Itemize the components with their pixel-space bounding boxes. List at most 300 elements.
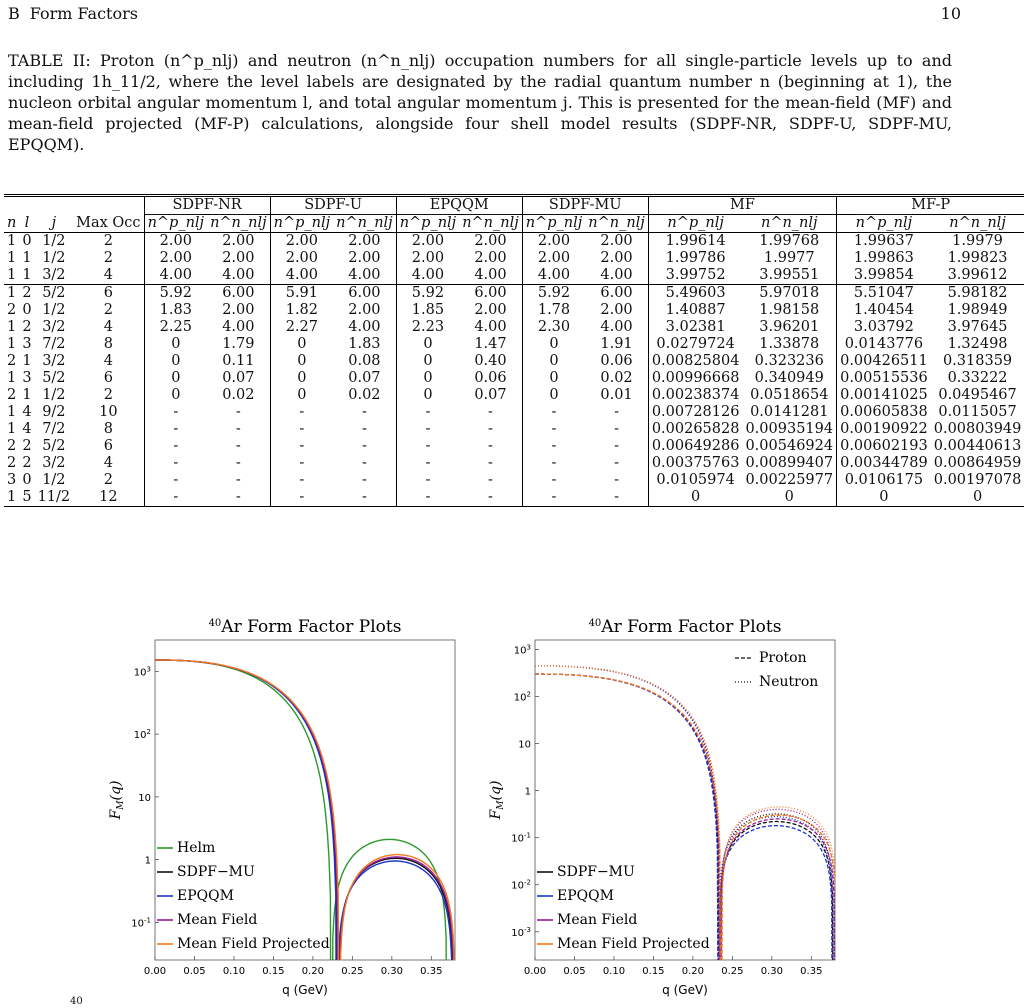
table-cell: - [144, 421, 207, 438]
table-cell: 0 [270, 353, 333, 370]
table-cell: 2.30 [522, 319, 585, 336]
table-cell: - [270, 438, 333, 455]
table-cell: 4.00 [348, 319, 381, 335]
table-cell: 1 [7, 233, 17, 249]
table-cell: 7/2 [42, 421, 66, 437]
table-cell: 1/2 [42, 233, 66, 249]
series-line [155, 660, 332, 1008]
x-tick-label: 0.15 [642, 966, 665, 977]
table-cell: - [614, 489, 619, 505]
table-cell: - [614, 455, 619, 471]
table-cell: 0.0141281 [750, 404, 829, 420]
table-row [4, 404, 1024, 421]
table-cell: 0 [972, 489, 983, 505]
x-axis-label: q (GeV) [282, 983, 328, 997]
table-cell: 0.06 [600, 353, 633, 369]
table-cell: 3/2 [42, 455, 66, 471]
table-cell: 1.99637 [837, 233, 931, 251]
col-proton-occ: n^p_nlj [648, 215, 742, 233]
table-cell: - [614, 404, 619, 420]
y-tick-label: $10^2$ [133, 728, 151, 742]
series-line [337, 861, 452, 1008]
table-cell: 1 [7, 489, 17, 505]
y-tick-label: 10 [518, 739, 531, 751]
x-axis-label: q (GeV) [662, 983, 708, 997]
table-cell: 5/2 [35, 285, 74, 303]
table-cell: - [144, 404, 207, 421]
table-cell: - [235, 472, 241, 488]
page-number: 10 [940, 4, 961, 23]
col-neutron-occ: n^n_nlj [742, 215, 836, 233]
x-tick-label: 0.00 [143, 966, 167, 977]
table-cell: 1.99786 [648, 250, 742, 267]
y-axis-label: $F_M(q)$ [488, 780, 506, 820]
table-cell: 5/2 [42, 438, 66, 454]
table-cell: 0 [396, 353, 459, 370]
table-cell: - [235, 455, 241, 471]
table-cell: 1/2 [42, 302, 66, 318]
table-cell: - [522, 404, 585, 421]
series-line [155, 660, 337, 1008]
x-tick-label: 0.10 [222, 966, 246, 977]
table-cell: 6 [103, 438, 113, 454]
table-row [4, 285, 1024, 303]
table-row [4, 472, 1024, 489]
table-cell: 0.02 [348, 387, 381, 403]
table-cell: 0 [22, 233, 32, 249]
series-line [332, 839, 447, 1008]
plot-title: $^{40}$Ar Form Factor Plots [208, 617, 402, 637]
table-cell: 0.00728126 [648, 404, 742, 421]
table-cell: 4 [103, 267, 113, 283]
table-cell: 0 [396, 336, 459, 353]
x-tick-label: 0.05 [183, 966, 206, 977]
y-axis-label: $F_M(q)$ [108, 780, 126, 820]
table-cell: 0.323236 [754, 353, 824, 369]
table-row [4, 455, 1024, 472]
table-cell: 1.99863 [837, 250, 931, 267]
table-cell: 0.00225977 [745, 472, 834, 488]
table-cell: 2.00 [396, 233, 459, 251]
col-proton-occ: n^p_nlj [270, 215, 333, 233]
table-cell: 4.00 [348, 267, 381, 283]
table-cell: 0.00649286 [648, 438, 742, 455]
table-cell: 0.00190922 [837, 421, 931, 438]
table-cell: 0.00825804 [648, 353, 742, 370]
table-cell: 2.00 [270, 233, 333, 251]
table-cell: 0.02 [222, 387, 255, 403]
table-cell: - [144, 489, 207, 507]
table-cell: 0 [837, 489, 931, 507]
table-cell: 0.0279724 [648, 336, 742, 353]
table-cell: - [396, 472, 459, 489]
table-cell: 0 [522, 353, 585, 370]
table-cell: 0 [522, 387, 585, 404]
table-cell: 3.99612 [947, 267, 1008, 283]
table-cell: 6.00 [207, 285, 270, 303]
table-cell: 3.03792 [837, 319, 931, 336]
table-cell: 2.00 [222, 233, 255, 249]
table-cell: - [270, 455, 333, 472]
group-mf: MF [648, 196, 836, 215]
table-cell: 3/2 [42, 319, 66, 335]
table-cell: 1.99823 [947, 250, 1008, 266]
table-cell: 2 [19, 285, 34, 303]
table-cell: - [488, 489, 493, 505]
table-cell: 6 [73, 285, 144, 303]
table-cell: 2.00 [144, 233, 207, 251]
table-cell: 0.00141025 [837, 387, 931, 404]
table-cell: 2 [7, 455, 17, 471]
table-cell: 2 [103, 387, 113, 403]
table-cell: 0.318359 [942, 353, 1013, 369]
table-cell: 2 [7, 353, 17, 369]
table-cell: 10 [99, 404, 118, 420]
table-cell: - [144, 472, 207, 489]
table-cell: 1 [7, 404, 17, 420]
style-legend-label: Proton [759, 650, 807, 666]
table-cell: 4 [22, 404, 32, 420]
series-line-proton [535, 674, 720, 1008]
table-cell: 0.0105974 [648, 472, 742, 489]
series-line-proton [535, 674, 721, 1008]
table-cell: 2 [103, 302, 113, 318]
table-row [4, 233, 1024, 251]
table-cell: 1 [7, 370, 17, 386]
table-row [4, 438, 1024, 455]
table-cell: 2 [7, 302, 17, 318]
legend-label: Mean Field [557, 912, 638, 928]
table-cell: 5/2 [42, 370, 66, 386]
occupation-table [4, 194, 1024, 507]
table-row [4, 421, 1024, 438]
table-cell: - [522, 438, 585, 455]
table-cell: 1.98158 [759, 302, 820, 318]
table-cell: 5.92 [396, 285, 459, 303]
table-cell: 0.06 [474, 370, 507, 386]
y-tick-label: $10^{-3}$ [511, 925, 531, 939]
table-cell: 4 [103, 319, 113, 335]
table-cell: 0.00375763 [648, 455, 742, 472]
table-cell: 1.78 [522, 302, 585, 319]
table-cell: 2 [22, 319, 32, 335]
table-cell: 0.07 [222, 370, 255, 386]
table-cell: - [361, 421, 367, 437]
table-cell: 2.00 [474, 233, 507, 249]
form-factor-plot-left [100, 612, 470, 1007]
x-tick-label: 0.20 [301, 966, 325, 977]
legend-label: Helm [177, 840, 216, 856]
table-cell: 2.00 [144, 250, 207, 267]
table-cell: 5.97018 [742, 285, 836, 303]
table-cell: 3.99551 [759, 267, 820, 283]
legend-label: SDPF−MU [557, 864, 635, 880]
x-tick-label: 0.10 [602, 966, 626, 977]
table-cell: - [614, 421, 619, 437]
table-cell: 7/2 [42, 336, 66, 352]
table-row [4, 387, 1024, 404]
table-cell: 0.00899407 [745, 455, 834, 471]
legend-label: Mean Field Projected [177, 936, 330, 952]
table-cell: - [488, 438, 493, 454]
table-cell: - [396, 438, 459, 455]
table-cell: 4 [103, 353, 113, 369]
table-cell: - [361, 438, 367, 454]
table-cell: 0.0143776 [837, 336, 931, 353]
col-neutron-occ: n^n_nlj [931, 215, 1024, 233]
table-cell: 0 [784, 489, 794, 505]
legend-label: EPQQM [177, 888, 234, 904]
table-cell: 0 [648, 489, 742, 507]
table-cell: 1.99614 [648, 233, 742, 251]
y-tick-label: $10^3$ [513, 643, 531, 657]
table-cell: 2.00 [522, 250, 585, 267]
table-cell: 0 [396, 387, 459, 404]
x-tick-label: 0.35 [420, 966, 443, 977]
table-cell: 0 [396, 370, 459, 387]
x-tick-label: 0.25 [721, 966, 744, 977]
table-cell: 0 [522, 370, 585, 387]
table-cell: - [522, 489, 585, 507]
table-cell: - [361, 404, 367, 420]
table-cell: 0.33222 [947, 370, 1008, 386]
table-cell: 0.00803949 [933, 421, 1022, 437]
y-tick-label: $10^{-1}$ [131, 916, 151, 930]
table-cell: 2.00 [600, 233, 633, 249]
table-cell: 4.00 [474, 319, 507, 335]
group-sdpf-mu: SDPF-MU [522, 196, 648, 215]
table-row [4, 489, 1024, 507]
table-cell: 0.02 [600, 370, 633, 386]
table-cell: 0.07 [348, 370, 381, 386]
table-cell: 2 [103, 233, 113, 249]
table-cell: 1.99768 [759, 233, 820, 249]
series-line [155, 660, 340, 1008]
table-cell: 4.00 [396, 267, 459, 285]
table-cell: - [361, 489, 367, 505]
series-line-neutron [719, 817, 833, 1008]
series-line-neutron [720, 814, 834, 1008]
table-cell: 4 [22, 421, 32, 437]
series-line-proton [721, 815, 836, 1008]
table-cell: 0 [270, 370, 333, 387]
table-cell: 0.00864959 [933, 455, 1022, 471]
table-cell: 0 [270, 336, 333, 353]
col-proton-occ: n^p_nlj [522, 215, 585, 233]
table-cell: 2.00 [270, 250, 333, 267]
table-cell: 8 [103, 421, 113, 437]
table-cell: 5.92 [144, 285, 207, 303]
table-cell: 2.00 [522, 233, 585, 251]
y-tick-label: $10^2$ [513, 690, 531, 704]
x-tick-label: 0.20 [681, 966, 705, 977]
y-tick-label: $10^{-2}$ [511, 878, 531, 892]
col-neutron-occ: n^n_nlj [585, 215, 648, 233]
table-row [4, 267, 1024, 285]
section-title: Form Factors [29, 4, 138, 23]
col-proton-occ: n^p_nlj [144, 215, 207, 233]
table-cell: 2.00 [222, 302, 255, 318]
legend-label: EPQQM [557, 888, 614, 904]
table-cell: 4.00 [270, 267, 333, 285]
table-cell: 0.00238374 [648, 387, 742, 404]
table-cell: 0.00265828 [648, 421, 742, 438]
style-legend-label: Neutron [759, 674, 819, 690]
table-cell: - [488, 472, 493, 488]
table-caption [8, 50, 952, 155]
table-cell: - [235, 489, 241, 505]
table-cell: 3/2 [42, 267, 66, 283]
table-cell: - [614, 472, 619, 488]
table-cell: 5.91 [270, 285, 333, 303]
table-cell: 5.51047 [837, 285, 931, 303]
table-cell: - [361, 455, 367, 471]
table-cell: 0.00935194 [745, 421, 834, 437]
table-cell: 5 [22, 489, 32, 505]
table-cell: 2.00 [222, 250, 255, 266]
table-cell: 2 [22, 438, 32, 454]
table-cell: 1 [22, 387, 32, 403]
table-cell: 1.82 [270, 302, 333, 319]
table-cell: 1 [7, 267, 17, 283]
table-cell: 1/2 [42, 250, 66, 266]
legend-label: Mean Field Projected [557, 936, 710, 952]
table-cell: 0.11 [222, 353, 255, 369]
y-tick-label: 1 [524, 786, 531, 798]
table-cell: 0 [144, 387, 207, 404]
x-tick-label: 0.05 [563, 966, 586, 977]
table-cell: 1/2 [42, 472, 66, 488]
table-cell: 1/2 [42, 387, 66, 403]
table-cell: - [522, 455, 585, 472]
table-cell: - [270, 489, 333, 507]
table-cell: 8 [103, 336, 113, 352]
table-cell: 2.00 [474, 250, 507, 266]
x-tick-label: 0.35 [800, 966, 823, 977]
table-cell: 3 [22, 336, 32, 352]
table-cell: - [270, 404, 333, 421]
form-factor-plot-right [480, 612, 850, 1007]
table-cell: 0 [522, 336, 585, 353]
series-line-proton [719, 826, 833, 1008]
col-neutron-occ: n^n_nlj [333, 215, 396, 233]
table-cell: 3.99752 [648, 267, 742, 285]
table-cell: 0.00996668 [648, 370, 742, 387]
table-cell: 3 [22, 370, 32, 386]
table-cell: 1 [7, 336, 17, 352]
table-cell: 2.00 [600, 250, 633, 266]
group-sdpf-nr: SDPF-NR [144, 196, 270, 215]
table-cell: 2.23 [396, 319, 459, 336]
table-cell: 1.9977 [763, 250, 815, 266]
table-cell: 0.0495467 [938, 387, 1017, 403]
table-cell: - [270, 421, 333, 438]
table-cell: 1 [22, 353, 32, 369]
table-cell: 2 [7, 438, 17, 454]
group-header-row [4, 196, 1024, 215]
table-cell: 0.00546924 [745, 438, 834, 454]
column-header-row [4, 215, 1024, 233]
table-cell: 0.00605838 [837, 404, 931, 421]
x-tick-label: 0.25 [341, 966, 364, 977]
table-cell: 2 [103, 472, 113, 488]
table-cell: 4.00 [474, 267, 507, 283]
table-cell: 2.25 [144, 319, 207, 336]
y-tick-label: $10^{-1}$ [511, 831, 531, 845]
table-cell: 6.00 [333, 285, 396, 303]
table-cell: 2.00 [474, 302, 507, 318]
table-cell: 1.40887 [648, 302, 742, 319]
table-cell: 1.9979 [952, 233, 1003, 249]
table-cell: 1 [7, 250, 17, 266]
table-cell: 0 [144, 370, 207, 387]
col-neutron-occ: n^n_nlj [207, 215, 270, 233]
table-cell: 0 [144, 353, 207, 370]
table-cell: 6.00 [585, 285, 648, 303]
group-mf-p: MF-P [837, 196, 1024, 215]
page-header [8, 4, 961, 23]
table-cell: 3 [7, 472, 17, 488]
table-cell: 6 [103, 370, 113, 386]
legend-label: Mean Field [177, 912, 258, 928]
series-line [155, 660, 338, 1008]
table-cell: 2.00 [348, 233, 381, 249]
table-cell: 3/2 [42, 353, 66, 369]
series-group [535, 666, 837, 1008]
plot-title: $^{40}$Ar Form Factor Plots [588, 617, 782, 637]
table-cell: 0.0518654 [750, 387, 829, 403]
table-cell: 1 [7, 319, 17, 335]
group-epqqm: EPQQM [396, 196, 522, 215]
x-tick-label: 0.15 [262, 966, 285, 977]
table-cell: 6.00 [459, 285, 522, 303]
table-cell: - [396, 421, 459, 438]
x-tick-label: 0.30 [760, 966, 783, 977]
table-cell: 1.32498 [947, 336, 1008, 352]
table-cell: 3.97645 [947, 319, 1008, 335]
table-cell: - [396, 404, 459, 421]
table-cell: 12 [99, 489, 118, 505]
table-cell: 5.98182 [931, 285, 1024, 303]
table-cell: - [144, 455, 207, 472]
series-group [155, 660, 455, 1008]
table-cell: - [235, 438, 241, 454]
table-cell: - [235, 421, 241, 437]
table-cell: 0.00602193 [837, 438, 931, 455]
table-cell: 0.340949 [754, 370, 824, 386]
table-row [4, 336, 1024, 353]
table-cell: 4 [103, 455, 113, 471]
table-cell: 2 [22, 455, 32, 471]
table-cell: - [488, 421, 493, 437]
series-line-proton [720, 822, 834, 1008]
table-cell: 9/2 [42, 404, 66, 420]
table-cell: 3.99854 [837, 267, 931, 285]
table-cell: 0.07 [474, 387, 507, 403]
table-cell: - [396, 455, 459, 472]
table-cell: 1 [22, 250, 32, 266]
table-cell: 1.79 [222, 336, 255, 352]
table-row [4, 302, 1024, 319]
y-tick-label: 10 [138, 792, 151, 804]
table-cell: 4.00 [522, 267, 585, 285]
col-proton-occ: n^p_nlj [396, 215, 459, 233]
col-neutron-occ: n^n_nlj [459, 215, 522, 233]
table-row [4, 353, 1024, 370]
table-cell: 0.00197078 [933, 472, 1022, 488]
table-cell: 2.00 [396, 250, 459, 267]
col-l: l [19, 215, 34, 233]
